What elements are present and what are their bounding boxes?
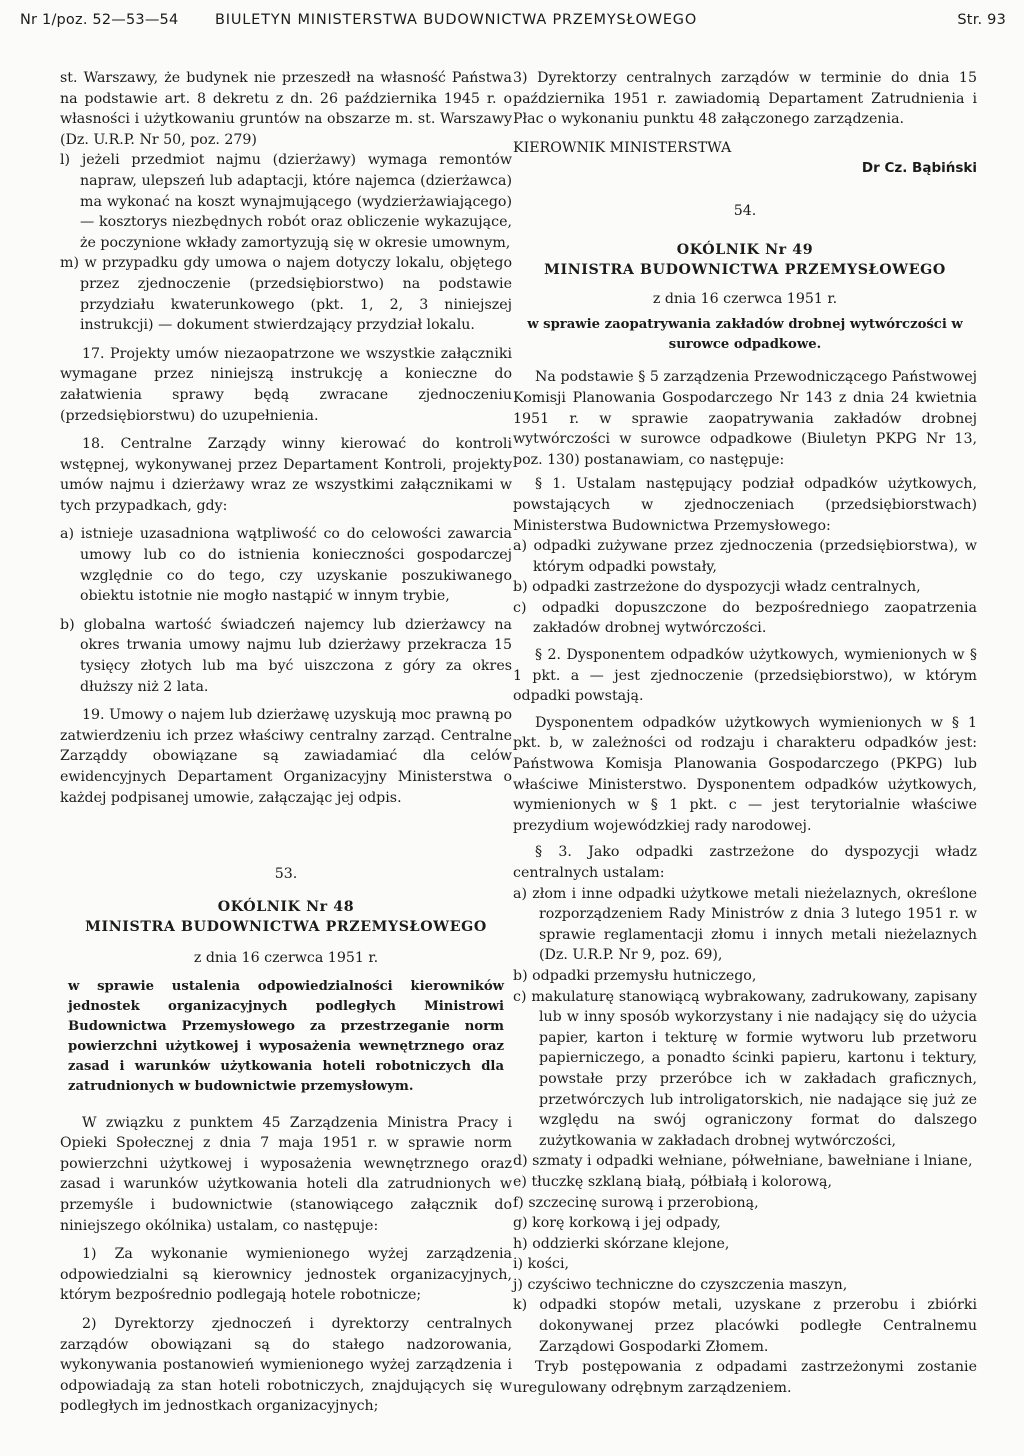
paragraph-17: 17. Projekty umów niezaopatrzone we wszystkie załączniki wymagane przez niniejszą instrukcję a konieczne do załatwienia sprawy będą zwracane zjednoczeniu (przedsiębiorstwu) do uzupełnienia. <box>60 345 512 424</box>
circular-48-point-2: 2) Dyrektorzy zjednoczeń i dyrektorzy centralnych zarządów obowiązani są do stałego nadzorowania, wykonywania postanowień wymienionego wyżej zarządzenia i odpowiadają za stan hoteli robotniczych, znajdujących się w podległych im jednostkach organizacyjnych; <box>60 1315 512 1415</box>
item-text: złom i inne odpadki użytkowe metali nieżelaznych, określone rozporządzeniem Rady Ministrów z dnia 3 lutego 1951 r. w sprawie reglamentacji złomu i innych metali nieżelaznych (Dz. U.R.P. Nr 9, poz. 69), <box>532 885 977 964</box>
circular-48-point-1: 1) Za wykonanie wymienionego wyżej zarządzenia odpowiedzialni są kierownicy jednostek organizacyjnych, którym bezpośrednio podlegają hotele robotnicze; <box>60 1246 512 1304</box>
reserved-waste-item <box>513 1172 977 1193</box>
paragraph-19: 19. Umowy o najem lub dzierżawę uzyskują moc prawną po zatwierdzeniu ich przez właściwy centralny zarząd. Centralne Zarząddy obowiązane są zawiadamiać dla celów ewidencyjnych Departament Organizacyjny Ministerstwa o każdej podpisanej umowie, załączając jej odpis. <box>60 707 512 806</box>
section-1a: a) odpadki zużywane przez zjednoczenia (przedsiębiorstwa), w którym odpadki powstały, <box>513 538 977 575</box>
reserved-waste-item <box>513 1295 977 1357</box>
journal-title: BIULETYN MINISTERSTWA BUDOWNICTWA PRZEMYSŁOWEGO <box>215 12 698 28</box>
item-text: oddzierki skórzane klejone, <box>532 1235 730 1252</box>
reserved-waste-item <box>513 1275 977 1296</box>
section-2: § 2. Dysponentem odpadków użytkowych, wymienionych w § 1 pkt. a — jest zjednoczenie (przedsiębiorstwo), w którym odpadki powstają. <box>513 647 977 705</box>
circular-48-point-3: 3) Dyrektorzy centralnych zarządów w terminie do dnia 15 października 1951 r. zawiadomią Departament Zatrudnienia i Płac o wykonaniu punktu 48 załączonego zarządzenia. <box>513 70 977 128</box>
reserved-waste-item <box>513 1254 977 1275</box>
right-column <box>513 68 977 1398</box>
reserved-waste-list <box>513 884 977 1358</box>
circular-48-intro: W związku z punktem 45 Zarządzenia Ministra Pracy i Opieki Społecznej z dnia 7 maja 1951 r. w sprawie norm powierzchni użytkowej i wyposażenia wewnętrznego oraz zasad i warunków użytkowania hoteli dla zatrudnionych w przemyśle i budownictwie (stanowiącego załącznik do niniejszego okólnika) ustalam, co następuje: <box>60 1114 512 1234</box>
running-header <box>20 10 1006 38</box>
section-1: § 1. Ustalam następujący podział odpadków użytkowych, powstających w zjednoczeniach (przedsiębiorstwach) Ministerstwa Budownictwa Przemysłowego: <box>513 476 977 534</box>
item-letter: c) <box>513 988 527 1005</box>
signer-name: Dr Cz. Bąbiński <box>861 160 977 177</box>
section-3: § 3. Jako odpadki zastrzeżone do dyspozycji władz centralnych ustalam: <box>513 844 977 881</box>
section-1c: c) odpadki dopuszczone do bezpośredniego zaopatrzenia zakładów drobnej wytwórczości. <box>513 599 977 637</box>
item-text: makulaturę stanowiącą wybrakowany, zadrukowany, zapisany lub w inny sposób wykorzystany i nie nadający się do użycia papier, karton i tekturę w formie wytworu lub przetworu papierniczego, a ponadto ścinki papieru, kartonu i tektury, powstałe przy przeróbce ich w zakładach graficznych, przetwórczych lub introligatorskich, nie nadające się już ze względu na swój ograniczony format do dalszego zużytkowania w zakładach drobnej wytwórczości, <box>531 988 977 1149</box>
section-number-53: 53. <box>274 866 298 883</box>
item-letter: j) <box>513 1276 523 1293</box>
item-l: l) jeżeli przedmiot najmu (dzierżawy) wymaga remontów napraw, ulepszeń lub adaptacji, które najemca (dzierżawca) ma wykonać na koszt wynajmującego (wydzierżawiającego) — kosztorys niezbędnych robót oraz obliczenie wykazujące, że poczynione wkłady zamortyzują się w okresie umownym, <box>60 152 512 251</box>
paragraph-18b: b) globalna wartość świadczeń najemcy lub dzierżawcy na okres trwania umowy najmu lub dzierżawy przekracza 15 tysięcy złotych lub ma być uiszczona z góry za okres dłuższy niż 2 lata. <box>60 616 512 695</box>
signer-role: KIEROWNIK MINISTERSTWA <box>513 139 732 156</box>
reserved-waste-item <box>513 987 977 1152</box>
circular-49-date: z dnia 16 czerwca 1951 r. <box>652 290 838 307</box>
item-letter: a) <box>513 885 527 902</box>
item-text: szczecinę surową i przerobioną, <box>528 1194 759 1211</box>
item-letter: i) <box>513 1256 524 1273</box>
section-number-54: 54. <box>733 202 757 219</box>
item-letter: g) <box>513 1215 528 1232</box>
reserved-waste-item <box>513 1193 977 1214</box>
item-letter: e) <box>513 1173 527 1190</box>
reserved-waste-item <box>513 884 977 966</box>
left-column <box>60 68 512 1417</box>
reserved-waste-item <box>513 966 977 987</box>
circular-49-subject: w sprawie zaopatrywania zakładów drobnej wytwórczości w surowce odpadkowe. <box>527 317 963 353</box>
reserved-waste-item <box>513 1234 977 1255</box>
circular-48-title: OKÓLNIK Nr 48 <box>217 898 355 915</box>
item-text: kości, <box>527 1256 570 1273</box>
section-1b: b) odpadki zastrzeżone do dyspozycji władz centralnych, <box>513 579 921 596</box>
item-letter: f) <box>513 1194 524 1211</box>
item-text: korę korkową i jej odpady, <box>532 1215 721 1232</box>
paragraph-18a: a) istnieje uzasadniona wątpliwość co do celowości zawarcia umowy lub co do istnienia konieczności gospodarczej względnie co do tego, czy uzyskanie poszukiwanego obiektu istotnie nie mogło nastąpić w innym trybie, <box>60 526 512 605</box>
item-letter: h) <box>513 1235 528 1252</box>
item-letter: b) <box>513 967 528 984</box>
item-text: tłuczkę szklaną białą, półbiałą i kolorową, <box>531 1173 832 1190</box>
issue-number: Nr 1/poz. 52—53—54 <box>20 12 179 28</box>
item-text: szmaty i odpadki wełniane, półwełniane, bawełniane i lniane, <box>532 1153 973 1170</box>
item-m: m) w przypadku gdy umowa o najem dotyczy lokalu, objętego przez zjednoczenie (przedsiębiorstwo) na podstawie przydziału kwaterunkowego (pkt. 1, 2, 3 niniejszej instrukcji) — dokument stwierdzający przydział lokalu. <box>60 255 512 334</box>
circular-49-title: OKÓLNIK Nr 49 <box>676 241 814 258</box>
continued-paragraph: st. Warszawy, że budynek nie przeszedł na własność Państwa na podstawie art. 8 dekretu z dn. 26 października 1945 r. o własności i użytkowaniu gruntów na obszarze m. st. Warszawy (Dz. U.R.P. Nr 50, poz. 279) <box>60 70 512 148</box>
circular-49-intro: Na podstawie § 5 zarządzenia Przewodniczącego Państwowej Komisji Planowania Gospodarczego Nr 143 z dnia 24 kwietnia 1951 r. w sprawie zaopatrywania zakładów drobnej wytwórczości w surowce odpadkowe (Biuletyn PKPG Nr 13, poz. 130) postanawiam, co następuje: <box>513 369 977 468</box>
item-text: odpadki przemysłu hutniczego, <box>532 967 757 984</box>
section-2b: Dysponentem odpadków użytkowych wymienionych w § 1 pkt. b, w zależności od rodzaju i charakteru odpadków jest: Państwowa Komisja Planowania Gospodarczego (PKPG) lub właściwe Ministerstwo. Dysponentem odpadków użytkowych, wymienionych w § 1 pkt. c — jest terytorialnie właściwe prezydium wojewódzkiej rady narodowej. <box>513 714 977 834</box>
item-letter: d) <box>513 1153 528 1170</box>
page-number: Str. 93 <box>957 12 1006 28</box>
item-text: czyściwo techniczne do czyszczenia maszyn, <box>527 1276 848 1293</box>
paragraph-18: 18. Centralne Zarządy winny kierować do kontroli wstępnej, wykonywanej przez Departament Kontroli, projekty umów najmu i dzierżawy wraz ze wszystkimi załącznikami w tych przypadkach, gdy: <box>60 436 512 514</box>
circular-48-issuer: MINISTRA BUDOWNICTWA PRZEMYSŁOWEGO <box>85 919 487 936</box>
reserved-waste-item <box>513 1213 977 1234</box>
reserved-waste-item <box>513 1151 977 1172</box>
item-text: odpadki stopów metali, uzyskane z przerobu i zbiórki dokonywanej przez placówki podległe Centralnemu Zarządowi Gospodarki Złomem. <box>539 1297 977 1355</box>
closing-paragraph: Tryb postępowania z odpadami zastrzeżonymi zostanie uregulowany odrębnym zarządzeniem. <box>513 1359 977 1396</box>
circular-48-subject: w sprawie ustalenia odpowiedzialności kierowników jednostek organizacyjnych podległych Ministrowi Budownictwa Przemysłowego za przestrzeganie norm powierzchni użytkowej i wyposażenia wewnętrznego oraz zasad i warunków użytkowania hoteli robotniczych dla zatrudnionych w budownictwie przemysłowym. <box>68 978 504 1094</box>
item-letter: k) <box>513 1297 528 1314</box>
circular-49-issuer: MINISTRA BUDOWNICTWA PRZEMYSŁOWEGO <box>544 262 946 279</box>
circular-48-date: z dnia 16 czerwca 1951 r. <box>193 949 379 966</box>
